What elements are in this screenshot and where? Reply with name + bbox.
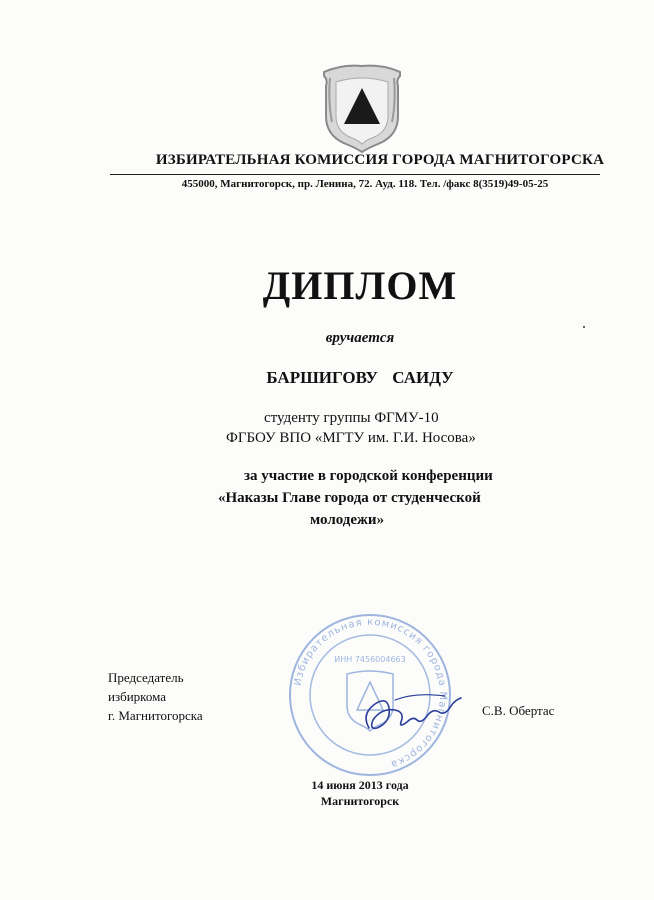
organization-name: ИЗБИРАТЕЛЬНАЯ КОМИССИЯ ГОРОДА МАГНИТОГОРСКА — [155, 152, 605, 168]
student-group-line: студенту группы ФГМУ-10 — [264, 410, 439, 426]
position-line-2: избиркома — [108, 689, 166, 704]
city-coat-of-arms-icon — [316, 62, 408, 154]
recipient-name: БАРШИГОВУ САИДУ — [266, 368, 454, 387]
organization-address: 455000, Магнитогорск, пр. Ленина, 72. Ауд. 118. Тел. /факс 8(3519)49-05-25 — [181, 178, 549, 190]
position-line-1: Председатель — [108, 670, 184, 685]
reason-line-2: «Наказы Главе города от студенческой — [218, 490, 481, 506]
handwritten-signature-icon — [355, 688, 465, 738]
issue-city: Магнитогорск — [320, 794, 400, 808]
svg-text:Избирательная комиссия города: Избирательная комиссия города Магнитогорска — [292, 616, 449, 770]
university-line: ФГБОУ ВПО «МГТУ им. Г.И. Носова» — [226, 430, 476, 446]
header-divider — [110, 174, 600, 175]
position-line-3: г. Магнитогорска — [108, 708, 203, 723]
svg-text:ИНН 7456004663: ИНН 7456004663 — [334, 655, 406, 664]
reason-line-1: за участие в городской конференции — [244, 468, 493, 484]
document-title: ДИПЛОМ — [262, 263, 458, 308]
signer-name: С.В. Обертас — [482, 703, 555, 718]
issue-date: 14 июня 2013 года — [311, 778, 409, 792]
signatory-position — [108, 668, 203, 725]
reason-line-3: молодежи» — [310, 512, 385, 528]
paper-speck — [583, 326, 585, 328]
awarded-text: вручается — [325, 330, 395, 346]
